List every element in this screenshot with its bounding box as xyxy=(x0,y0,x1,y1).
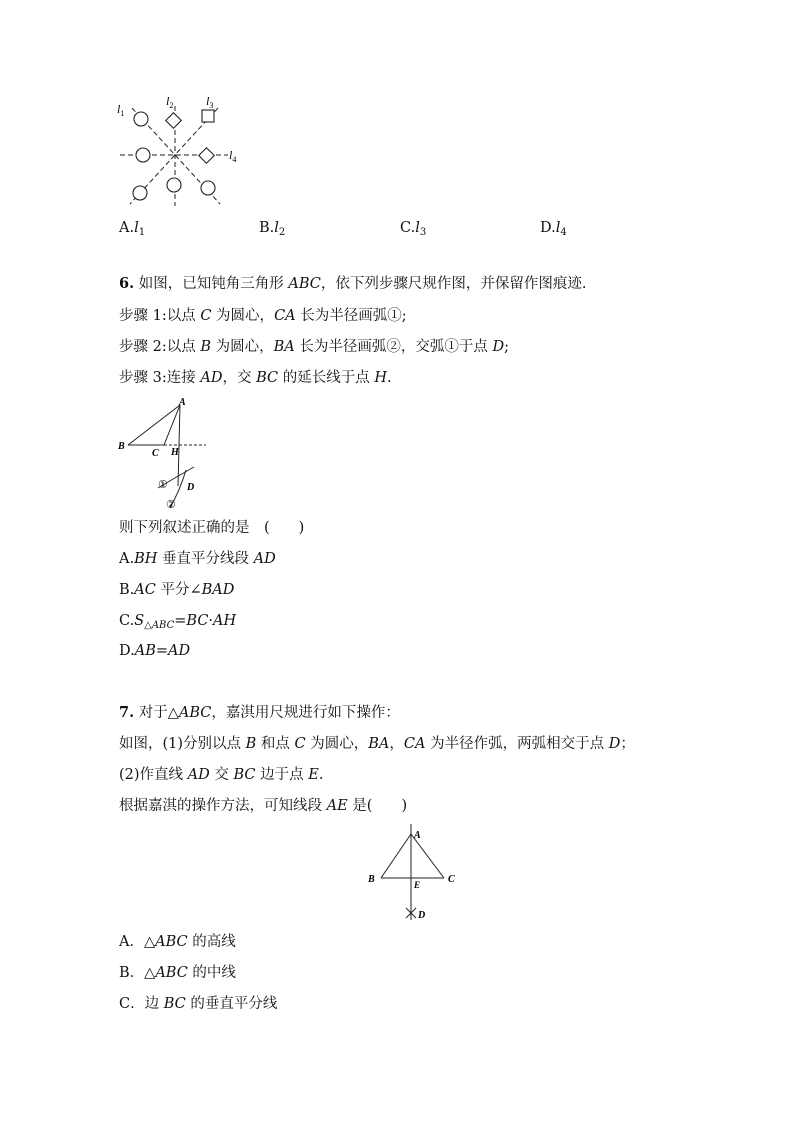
q6-step2: 步骤 2:以点 B 为圆心，BA 长为半径画弧②，交弧①于点 D; xyxy=(119,339,509,355)
q6-step1: 步骤 1:以点 C 为圆心，CA 长为半径画弧①; xyxy=(119,308,407,324)
label-c: C xyxy=(152,448,159,459)
segment-ab xyxy=(381,834,411,878)
label-d: D xyxy=(187,482,195,493)
q6-figure xyxy=(116,394,216,514)
label-arc-2: ② xyxy=(166,499,176,511)
q5-option-c[interactable]: $C.l_3$ xyxy=(400,220,427,238)
diamond-right xyxy=(199,148,215,164)
square-top-right xyxy=(202,110,214,122)
q7-step2: (2)作直线 AD 交 BC 边于点 E. xyxy=(119,767,324,783)
label-l3: $l_3$ xyxy=(206,94,214,110)
label-b: B xyxy=(368,874,375,885)
q6-stem: 6. 如图，已知钝角三角形 ABC，依下列步骤尺规作图，并保留作图痕迹. xyxy=(119,275,587,292)
q6-step3: 步骤 3:连接 AD，交 BC 的延长线于点 H. xyxy=(119,370,392,386)
q7-option-a[interactable]: A．△ABC 的高线 xyxy=(119,934,236,950)
q5-option-a[interactable]: $A.l_1$ xyxy=(119,220,146,238)
label-l1: $l_1$ xyxy=(117,102,125,118)
q5-option-b[interactable]: $B.l_2$ xyxy=(259,220,286,238)
q7-option-b[interactable]: B．△ABC 的中线 xyxy=(119,965,236,981)
label-l2: $l_2$ xyxy=(166,94,174,110)
circle-bottom-left xyxy=(133,186,147,200)
q5-figure xyxy=(112,92,252,212)
circle-bottom xyxy=(167,178,181,192)
q7-question: 根据嘉淇的操作方法，可知线段 AE 是( ) xyxy=(119,798,408,814)
q6-option-c[interactable]: $C.S_{\triangle ABC}=BC\cdot AH$ xyxy=(119,613,237,631)
label-c: C xyxy=(448,874,455,885)
label-a: A xyxy=(179,397,186,408)
label-a: A xyxy=(414,830,421,841)
label-l4: $l_4$ xyxy=(229,148,237,164)
q6-option-b[interactable]: B.AC 平分∠BAD xyxy=(119,582,235,598)
q6-option-a[interactable]: A.BH 垂直平分线段 AD xyxy=(119,551,276,567)
q6-question: 则下列叙述正确的是 ( ) xyxy=(119,520,305,536)
label-d: D xyxy=(418,910,426,921)
label-arc-1: ① xyxy=(158,479,168,491)
diamond-top xyxy=(166,113,182,129)
circle-left xyxy=(136,148,150,162)
q5-option-d[interactable]: $D.l_4$ xyxy=(540,220,567,238)
label-b: B xyxy=(118,441,125,452)
label-h: H xyxy=(171,447,179,458)
circle-bottom-right xyxy=(201,181,215,195)
q7-figure xyxy=(362,822,472,924)
circle-top-left xyxy=(134,112,148,126)
q7-option-c[interactable]: C．边 BC 的垂直平分线 xyxy=(119,996,278,1012)
q7-stem: 7. 对于△ABC，嘉淇用尺规进行如下操作： xyxy=(119,704,400,721)
q7-step1: 如图，(1)分别以点 B 和点 C 为圆心，BA，CA 为半径作弧，两弧相交于点 D； xyxy=(119,736,635,752)
q6-option-d[interactable]: D.AB=AD xyxy=(119,643,191,659)
label-e: E xyxy=(414,880,421,890)
